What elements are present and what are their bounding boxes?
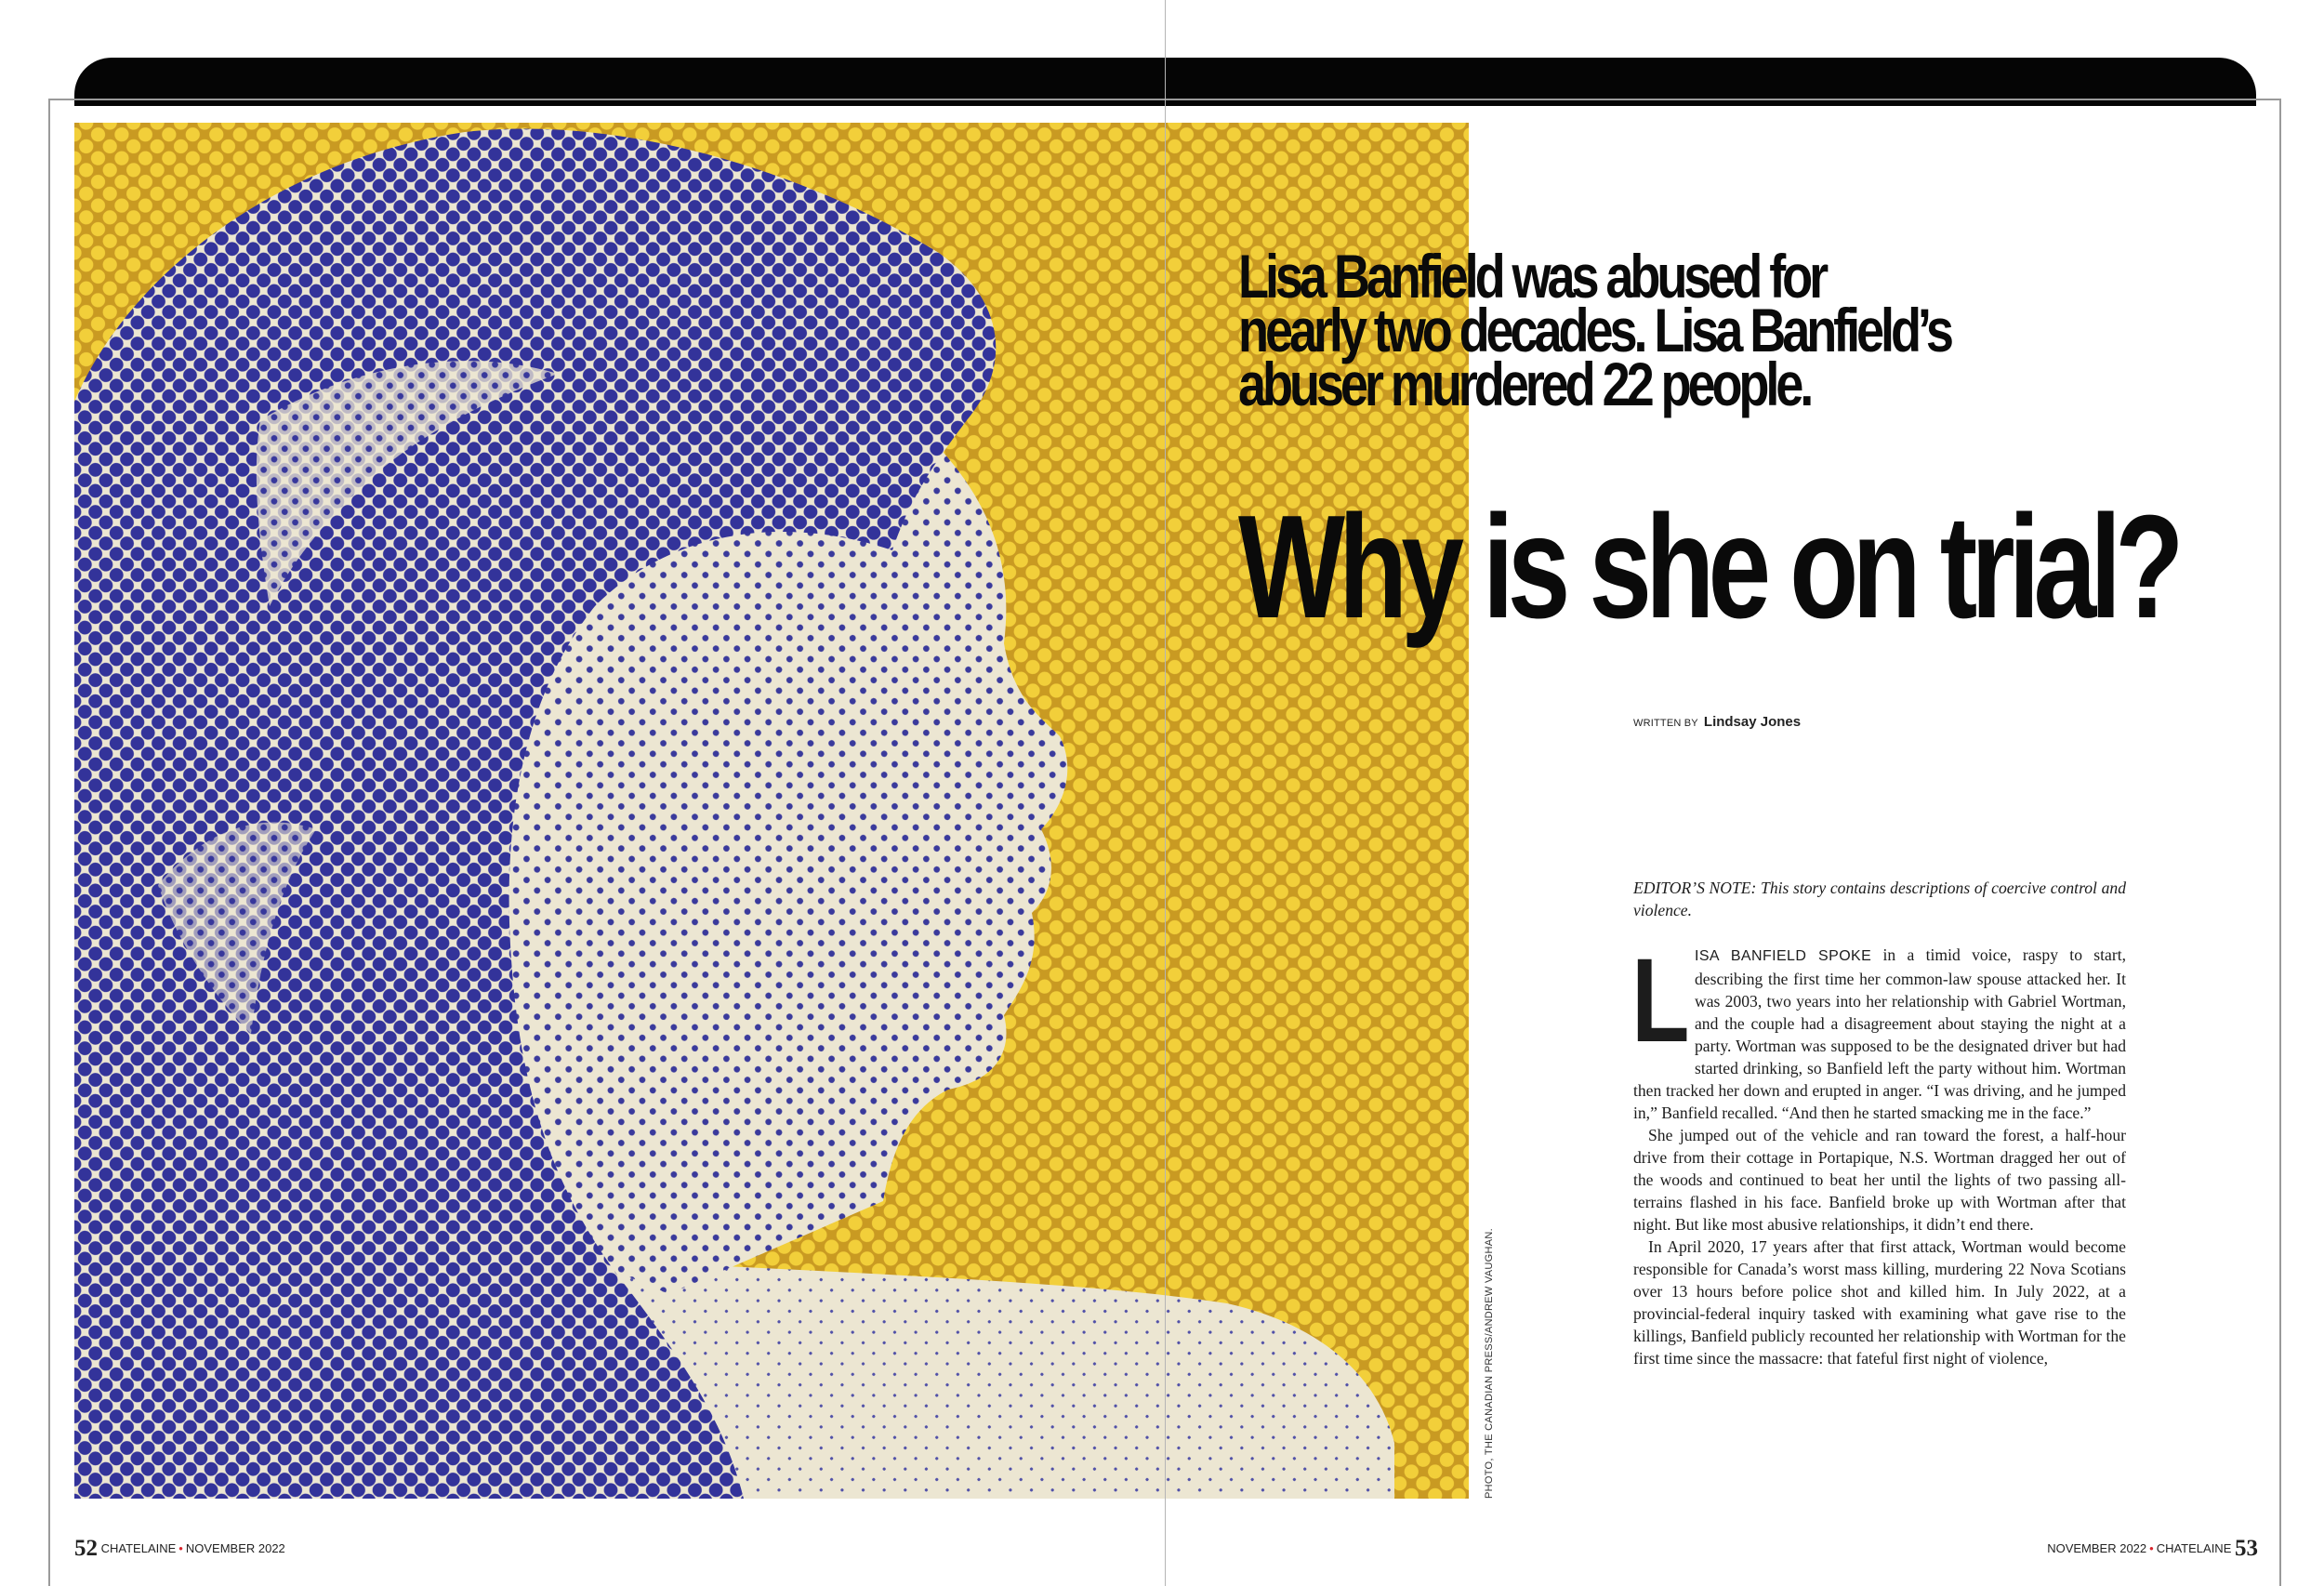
headline-deck [1238, 242, 2046, 418]
folio-left-date: NOVEMBER 2022 [185, 1541, 285, 1555]
folio-right-date: NOVEMBER 2022 [2047, 1541, 2147, 1555]
deck-line-2: nearly two decades. Lisa Banfield’s [1238, 296, 1950, 364]
page-number-right: 53 [2235, 1536, 2258, 1561]
lead-in: ISA BANFIELD SPOKE [1695, 948, 1872, 964]
drop-cap: L [1631, 934, 1690, 1067]
paragraph-1-text: in a timid voice, raspy to start, describing the first time her common-law spouse attacked her. It was 2003, two years into her relationship with Gabriel Wortman, and the couple had a disagreement about staying the night at a party. Wortman was supposed to be the designated driver but had started drinking, so Banfield left the party without him. Wortman then tracked her down and erupted in anger. “I was driving, and he jumped in,” Banfield recalled. “And then he started smacking me in the face.” [1633, 945, 2126, 1122]
editors-note: EDITOR’S NOTE: This story contains descriptions of coercive control and violence. [1633, 879, 2126, 919]
headline-title: Why is she on trial? [1238, 485, 2178, 649]
deck-line-1: Lisa Banfield was abused for [1238, 242, 1826, 311]
gutter-line [1165, 0, 1166, 1586]
byline-author: Lindsay Jones [1703, 714, 1802, 730]
photo-credit: PHOTO, THE CANADIAN PRESS/ANDREW VAUGHAN. [1484, 1227, 1495, 1499]
article-paragraph-1 [1631, 934, 2126, 1124]
page-number-left: 52 [74, 1536, 98, 1561]
article-paragraph-3: In April 2020, 17 years after that first attack, Wortman would become responsible for Canada’s worst mass killing, murdering 22 Nova Scotians over 13 hours before police shot and killed him. In July 2022, at a provincial-federal inquiry tasked with examining what gave rise to the killings, Banfield publicly recounted her relationship with Wortman for the first time since the massacre: that fateful first night of violence, [1633, 1237, 2126, 1368]
folio-left-separator: • [178, 1541, 183, 1555]
folio-right-publication: CHATELAINE [2156, 1541, 2232, 1555]
folio-left [74, 1536, 285, 1562]
byline-label: WRITTEN BY [1633, 718, 1698, 729]
folio-left-publication: CHATELAINE [100, 1541, 177, 1555]
folio-right-separator: • [2149, 1541, 2154, 1555]
article-body [1633, 877, 2126, 1369]
folio-right [2047, 1536, 2258, 1562]
byline [1633, 714, 1801, 730]
deck-line-3: abuser murdered 22 people. [1238, 350, 1811, 418]
article-paragraph-2: She jumped out of the vehicle and ran toward the forest, a half-hour drive from their cottage in Portapique, N.S. Wortman dragged her out of the woods and continued to beat her until the lights of two passing all-terrains flashed in his face. Banfield broke up with Wortman after that night. But like most abusive relationships, it didn’t end there. [1633, 1126, 2126, 1234]
